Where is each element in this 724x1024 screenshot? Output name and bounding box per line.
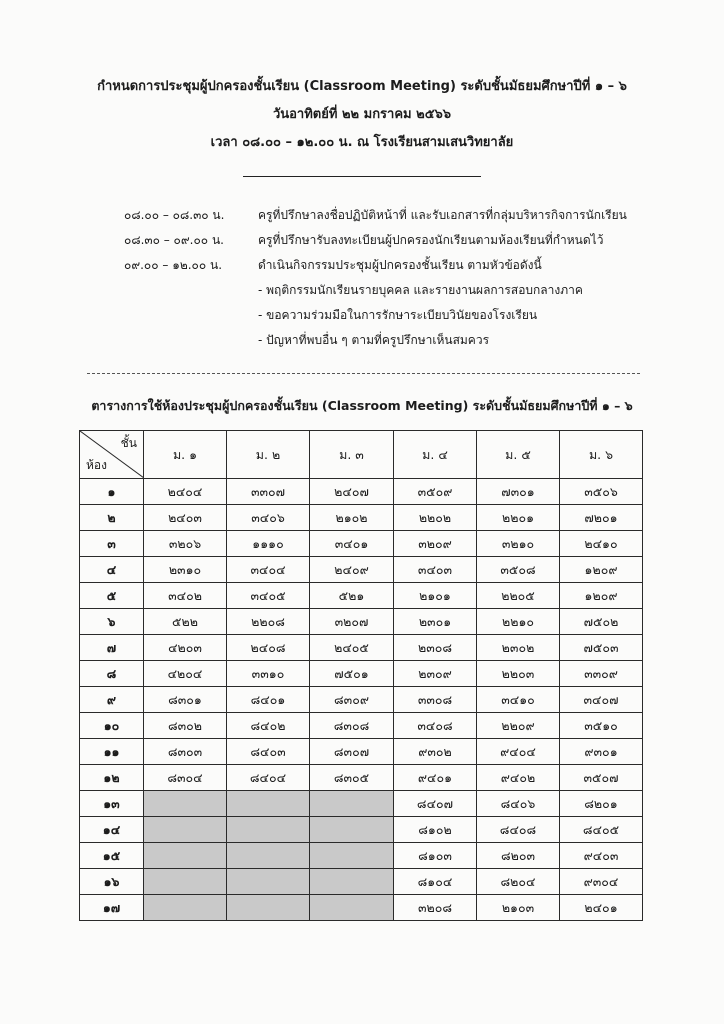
room-label: ห้อง	[86, 458, 107, 472]
table-row	[80, 869, 643, 895]
room-code-cell: ๓๔๑๐	[477, 687, 560, 713]
unused-cell	[310, 843, 394, 869]
room-code-cell: ๓๕๐๗	[560, 765, 643, 791]
room-code-cell: ๘๔๐๓	[227, 739, 310, 765]
room-code-cell: ๒๒๑๐	[477, 609, 560, 635]
schedule-row	[0, 256, 724, 274]
room-code-cell: ๒๒๐๕	[477, 583, 560, 609]
column-header: ม. ๓	[310, 431, 394, 479]
room-number-cell: ๑๕	[80, 843, 144, 869]
unused-cell	[310, 817, 394, 843]
room-code-cell: ๘๔๐๖	[477, 791, 560, 817]
room-number-cell: ๙	[80, 687, 144, 713]
agenda-item: - พฤติกรรมนักเรียนรายบุคคล และรายงานผลการสอบกลางภาค	[258, 283, 583, 297]
room-code-cell: ๓๓๑๐	[227, 661, 310, 687]
unused-cell	[144, 895, 227, 921]
table-row	[80, 661, 643, 687]
room-code-cell: ๘๔๐๘	[477, 817, 560, 843]
room-code-cell: ๑๑๑๐	[227, 531, 310, 557]
room-code-cell: ๑๒๐๙	[560, 557, 643, 583]
room-code-cell: ๒๑๐๒	[310, 505, 394, 531]
room-number-cell: ๑	[80, 479, 144, 505]
room-code-cell: ๒๒๐๒	[394, 505, 477, 531]
unused-cell	[144, 869, 227, 895]
unused-cell	[310, 895, 394, 921]
room-code-cell: ๘๓๐๕	[310, 765, 394, 791]
room-code-cell: ๒๔๐๗	[310, 479, 394, 505]
room-code-cell: ๘๑๐๔	[394, 869, 477, 895]
room-code-cell: ๕๒๒	[144, 609, 227, 635]
table-row	[80, 817, 643, 843]
room-number-cell: ๒	[80, 505, 144, 531]
room-code-cell: ๓๓๐๙	[560, 661, 643, 687]
room-code-cell: ๒๔๐๓	[144, 505, 227, 531]
room-code-cell: ๒๔๐๔	[144, 479, 227, 505]
table-row	[80, 739, 643, 765]
room-table	[79, 430, 643, 921]
room-code-cell: ๓๒๑๐	[477, 531, 560, 557]
room-number-cell: ๔	[80, 557, 144, 583]
table-row	[80, 895, 643, 921]
room-code-cell: ๗๕๐๑	[310, 661, 394, 687]
room-code-cell: ๘๓๐๓	[144, 739, 227, 765]
room-code-cell: ๓๔๐๒	[144, 583, 227, 609]
room-number-cell: ๑๒	[80, 765, 144, 791]
room-code-cell: ๒๔๐๙	[310, 557, 394, 583]
room-code-cell: ๒๓๑๐	[144, 557, 227, 583]
column-header: ม. ๑	[144, 431, 227, 479]
room-number-cell: ๗	[80, 635, 144, 661]
room-number-cell: ๘	[80, 661, 144, 687]
table-row	[80, 531, 643, 557]
room-code-cell: ๘๑๐๒	[394, 817, 477, 843]
table-row	[80, 557, 643, 583]
room-code-cell: ๓๕๑๐	[560, 713, 643, 739]
room-code-cell: ๓๕๐๖	[560, 479, 643, 505]
room-code-cell: ๔๒๐๓	[144, 635, 227, 661]
column-header: ม. ๔	[394, 431, 477, 479]
unused-cell	[227, 843, 310, 869]
document-title: กำหนดการประชุมผู้ปกครองชั้นเรียน (Classroom Meeting) ระดับชั้นมัธยมศึกษาปีที่ ๑ – ๖	[97, 79, 627, 94]
unused-cell	[144, 817, 227, 843]
room-code-cell: ๗๕๐๓	[560, 635, 643, 661]
column-header: ม. ๕	[477, 431, 560, 479]
room-code-cell: ๘๔๐๒	[227, 713, 310, 739]
room-code-cell: ๘๒๐๑	[560, 791, 643, 817]
unused-cell	[227, 895, 310, 921]
room-code-cell: ๘๔๐๕	[560, 817, 643, 843]
room-number-cell: ๑๑	[80, 739, 144, 765]
room-code-cell: ๓๔๐๓	[394, 557, 477, 583]
room-code-cell: ๓๓๐๗	[227, 479, 310, 505]
room-code-cell: ๙๔๐๒	[477, 765, 560, 791]
unused-cell	[144, 791, 227, 817]
column-header: ม. ๒	[227, 431, 310, 479]
table-row	[80, 505, 643, 531]
room-code-cell: ๓๕๐๙	[394, 479, 477, 505]
schedule-time: ๐๘.๓๐ – ๐๙.๐๐ น.	[124, 233, 224, 247]
room-code-cell: ๙๓๐๔	[560, 869, 643, 895]
room-code-cell: ๒๓๐๒	[477, 635, 560, 661]
room-code-cell: ๘๔๐๔	[227, 765, 310, 791]
room-code-cell: ๒๒๐๙	[477, 713, 560, 739]
room-code-cell: ๒๔๐๕	[310, 635, 394, 661]
table-row	[80, 609, 643, 635]
room-code-cell: ๓๔๐๑	[310, 531, 394, 557]
room-code-cell: ๘๓๐๔	[144, 765, 227, 791]
unused-cell	[227, 791, 310, 817]
unused-cell	[310, 869, 394, 895]
room-code-cell: ๒๓๐๑	[394, 609, 477, 635]
room-code-cell: ๘๑๐๓	[394, 843, 477, 869]
room-code-cell: ๙๓๐๒	[394, 739, 477, 765]
room-code-cell: ๓๔๐๔	[227, 557, 310, 583]
room-number-cell: ๑๖	[80, 869, 144, 895]
room-code-cell: ๓๔๐๘	[394, 713, 477, 739]
room-code-cell: ๘๓๐๑	[144, 687, 227, 713]
room-number-cell: ๓	[80, 531, 144, 557]
room-code-cell: ๙๔๐๔	[477, 739, 560, 765]
room-code-cell: ๒๓๐๘	[394, 635, 477, 661]
room-code-cell: ๕๒๑	[310, 583, 394, 609]
room-code-cell: ๗๕๐๒	[560, 609, 643, 635]
room-code-cell: ๒๔๐๑	[560, 895, 643, 921]
corner-cell	[80, 431, 144, 479]
table-title: ตารางการใช้ห้องประชุมผู้ปกครองชั้นเรียน (Classroom Meeting) ระดับชั้นมัธยมศึกษาปีที่ ๑ – ๖	[91, 398, 633, 413]
table-row	[80, 791, 643, 817]
table-row	[80, 687, 643, 713]
unused-cell	[227, 817, 310, 843]
room-code-cell: ๘๓๐๗	[310, 739, 394, 765]
room-code-cell: ๘๓๐๙	[310, 687, 394, 713]
room-code-cell: ๓๓๐๘	[394, 687, 477, 713]
meeting-time-venue: เวลา ๐๘.๐๐ – ๑๒.๐๐ น. ณ โรงเรียนสามเสนวิทยาลัย	[210, 135, 514, 150]
room-code-cell: ๙๓๐๑	[560, 739, 643, 765]
unused-cell	[310, 791, 394, 817]
schedule-description: ดำเนินกิจกรรมประชุมผู้ปกครองชั้นเรียน ตามหัวข้อดังนี้	[258, 258, 542, 272]
room-code-cell: ๒๒๐๘	[227, 609, 310, 635]
room-code-cell: ๒๔๑๐	[560, 531, 643, 557]
room-code-cell: ๘๒๐๓	[477, 843, 560, 869]
schedule-time: ๐๘.๐๐ – ๐๘.๓๐ น.	[124, 208, 225, 222]
unused-cell	[144, 843, 227, 869]
room-code-cell: ๓๒๐๗	[310, 609, 394, 635]
room-code-cell: ๓๒๐๖	[144, 531, 227, 557]
room-code-cell: ๓๕๐๘	[477, 557, 560, 583]
room-code-cell: ๗๒๐๑	[560, 505, 643, 531]
room-code-cell: ๒๒๐๑	[477, 505, 560, 531]
room-code-cell: ๔๒๐๔	[144, 661, 227, 687]
room-code-cell: ๓๒๐๙	[394, 531, 477, 557]
room-number-cell: ๑๗	[80, 895, 144, 921]
schedule-description: ครูที่ปรึกษาลงชื่อปฏิบัติหน้าที่ และรับเอกสารที่กลุ่มบริหารกิจการนักเรียน	[258, 208, 627, 222]
room-code-cell: ๓๒๐๘	[394, 895, 477, 921]
title-underline	[243, 176, 481, 177]
room-code-cell: ๓๔๐๕	[227, 583, 310, 609]
schedule-row	[0, 231, 724, 249]
room-code-cell: ๘๓๐๘	[310, 713, 394, 739]
schedule-row	[0, 206, 724, 224]
room-code-cell: ๘๔๐๗	[394, 791, 477, 817]
room-code-cell: ๓๔๐๖	[227, 505, 310, 531]
section-divider	[87, 373, 640, 374]
unused-cell	[227, 869, 310, 895]
table-row	[80, 713, 643, 739]
room-code-cell: ๙๔๐๑	[394, 765, 477, 791]
room-code-cell: ๘๓๐๒	[144, 713, 227, 739]
room-code-cell: ๒๓๐๙	[394, 661, 477, 687]
room-number-cell: ๖	[80, 609, 144, 635]
room-code-cell: ๘๒๐๔	[477, 869, 560, 895]
room-number-cell: ๕	[80, 583, 144, 609]
schedule-description: ครูที่ปรึกษารับลงทะเบียนผู้ปกครองนักเรียนตามห้องเรียนที่กำหนดไว้	[258, 233, 604, 247]
room-code-cell: ๑๒๐๙	[560, 583, 643, 609]
grade-label: ชั้น	[120, 436, 137, 450]
room-code-cell: ๒๑๐๓	[477, 895, 560, 921]
table-row	[80, 765, 643, 791]
room-code-cell: ๒๔๐๘	[227, 635, 310, 661]
table-row	[80, 583, 643, 609]
column-header: ม. ๖	[560, 431, 643, 479]
room-code-cell: ๘๔๐๑	[227, 687, 310, 713]
room-number-cell: ๑๐	[80, 713, 144, 739]
room-code-cell: ๓๔๐๗	[560, 687, 643, 713]
table-row	[80, 843, 643, 869]
room-code-cell: ๗๓๐๑	[477, 479, 560, 505]
room-code-cell: ๙๔๐๓	[560, 843, 643, 869]
room-code-cell: ๒๒๐๓	[477, 661, 560, 687]
agenda-item: - ปัญหาที่พบอื่น ๆ ตามที่ครูปรึกษาเห็นสมควร	[258, 333, 490, 347]
table-row	[80, 635, 643, 661]
table-header-row	[80, 431, 643, 479]
room-number-cell: ๑๔	[80, 817, 144, 843]
meeting-date: วันอาทิตย์ที่ ๒๒ มกราคม ๒๕๖๖	[272, 107, 452, 122]
agenda-item: - ขอความร่วมมือในการรักษาระเบียบวินัยของโรงเรียน	[258, 308, 538, 322]
room-number-cell: ๑๓	[80, 791, 144, 817]
room-code-cell: ๒๑๐๑	[394, 583, 477, 609]
table-row	[80, 479, 643, 505]
schedule-time: ๐๙.๐๐ – ๑๒.๐๐ น.	[124, 258, 223, 272]
